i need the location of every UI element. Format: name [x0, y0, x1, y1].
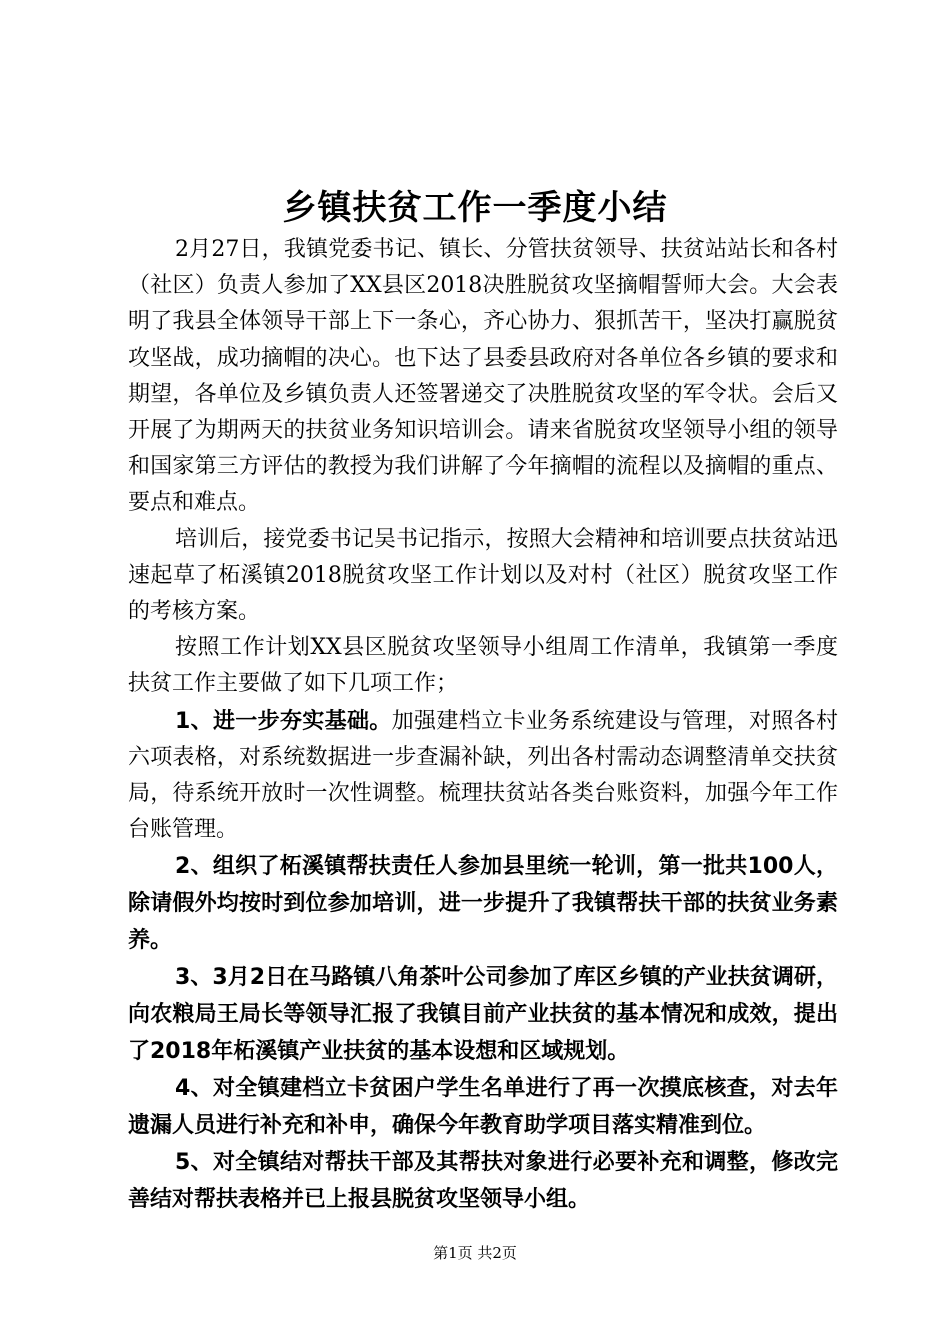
list-item-1-text: 加强建档立卡业务系统建设与管理，对照各村六项表格，对系统数据进一步查漏补缺，列出各村需动态调整清单交扶贫局，待系统开放时一次性调整。梳理扶贫站各类台账资料，加强今年工作台账管理。: [128, 708, 838, 843]
paragraph-training: 培训后，接党委书记吴书记指示，按照大会精神和培训要点扶贫站迅速起草了柘溪镇2018脱贫攻坚工作计划以及对村（社区）脱贫攻坚工作的考核方案。: [128, 526, 838, 625]
list-item-1: [128, 703, 838, 849]
list-item-2: 2、组织了柘溪镇帮扶责任人参加县里统一轮训，第一批共100人，除请假外均按时到位参加培训，进一步提升了我镇帮扶干部的扶贫业务素养。: [128, 854, 838, 954]
document-title: 乡镇扶贫工作一季度小结: [282, 188, 668, 228]
page-footer: 第1页 共2页: [433, 1244, 517, 1262]
document-body: [128, 232, 838, 1218]
list-item-5: 5、对全镇结对帮扶干部及其帮扶对象进行必要补充和调整，修改完善结对帮扶表格并已上报县脱贫攻坚领导小组。: [128, 1150, 838, 1213]
list-item-3: 3、3月2日在马路镇八角茶叶公司参加了库区乡镇的产业扶贫调研，向农粮局王局长等领导汇报了我镇目前产业扶贫的基本情况和成效，提出了2018年柘溪镇产业扶贫的基本设想和区域规划。: [128, 965, 838, 1065]
paragraph-plan: 按照工作计划XX县区脱贫攻坚领导小组周工作清单，我镇第一季度扶贫工作主要做了如下几项工作；: [128, 635, 838, 697]
paragraph-meeting: 2月27日，我镇党委书记、镇长、分管扶贫领导、扶贫站站长和各村（社区）负责人参加了XX县区2018决胜脱贫攻坚摘帽誓师大会。大会表明了我县全体领导干部上下一条心，齐心协力、狠抓苦干，坚决打赢脱贫攻坚战，成功摘帽的决心。也下达了县委县政府对各单位各乡镇的要求和期望，各单位及乡镇负责人还签署递交了决胜脱贫攻坚的军令状。会后又开展了为期两天的扶贫业务知识培训会。请来省脱贫攻坚领导小组的领导和国家第三方评估的教授为我们讲解了今年摘帽的流程以及摘帽的重点、要点和难点。: [128, 237, 838, 516]
list-item-1-heading: 1、进一步夯实基础。: [175, 708, 392, 734]
list-item-4: 4、对全镇建档立卡贫困户学生名单进行了再一次摸底核查，对去年遗漏人员进行补充和补申，确保今年教育助学项目落实精准到位。: [128, 1076, 838, 1139]
